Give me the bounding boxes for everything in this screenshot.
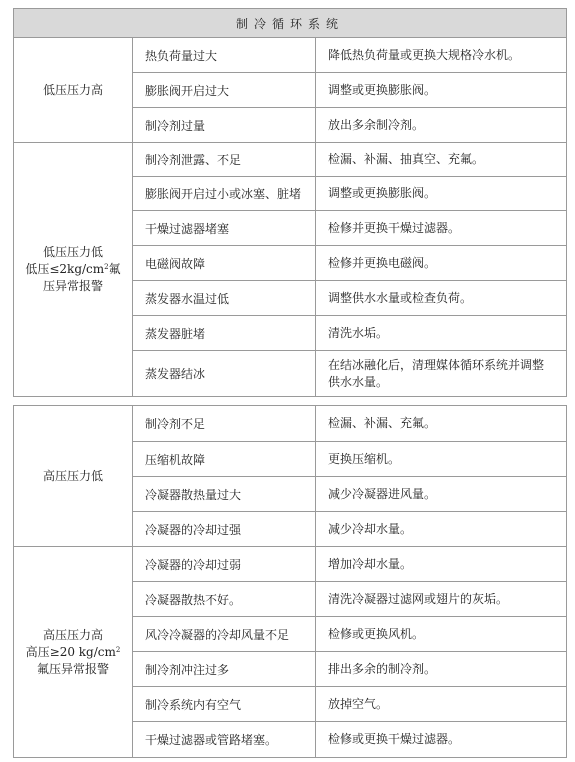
cause-cell: 制冷剂不足 (133, 406, 316, 442)
cause-cell: 冷凝器散热量过大 (133, 477, 316, 512)
cause-cell: 制冷剂泄露、不足 (133, 143, 316, 177)
remedy-cell: 增加冷却水量。 (316, 547, 567, 582)
cause-cell: 干燥过滤器或管路堵塞。 (133, 722, 316, 758)
cause-cell: 冷凝器的冷却过强 (133, 512, 316, 547)
cause-cell: 热负荷量过大 (133, 38, 316, 73)
remedy-cell: 更换压缩机。 (316, 442, 567, 477)
table-row (14, 547, 567, 582)
remedy-cell: 检漏、补漏、充氟。 (316, 406, 567, 442)
refrigeration-troubleshooting-table-1 (13, 8, 567, 397)
group-label-high-pressure-high (14, 547, 133, 758)
group-label-line: 氟压异常报警 (36, 661, 109, 676)
cause-cell: 膨胀阀开启过大 (133, 73, 316, 108)
remedy-cell: 检修并更换电磁阀。 (316, 246, 567, 281)
group-label-line: 高压压力高 (42, 627, 103, 642)
table-header: 制冷循环系统 (14, 9, 567, 38)
group-label-low-pressure-low (14, 143, 133, 397)
remedy-cell: 检漏、补漏、抽真空、充氟。 (316, 143, 567, 177)
remedy-cell: 检修或更换干燥过滤器。 (316, 722, 567, 758)
cause-cell: 制冷剂过量 (133, 108, 316, 143)
remedy-cell: 清洗水垢。 (316, 316, 567, 351)
group-label-line: 高压≥20 $kg/cm^2$ (25, 644, 121, 659)
cause-cell: 风冷冷凝器的冷却风量不足 (133, 617, 316, 652)
remedy-cell: 减少冷却水量。 (316, 512, 567, 547)
refrigeration-troubleshooting-table-2 (13, 405, 567, 758)
superscript: 2 (115, 645, 121, 654)
remedy-cell: 清洗冷凝器过滤网或翅片的灰垢。 (316, 582, 567, 617)
remedy-cell: 调整供水水量或检查负荷。 (316, 281, 567, 316)
remedy-cell: 检修或更换风机。 (316, 617, 567, 652)
table-row (14, 38, 567, 73)
cause-cell: 膨胀阀开启过小或冰塞、脏堵 (133, 177, 316, 211)
remedy-cell: 减少冷凝器进风量。 (316, 477, 567, 512)
remedy-cell: 排出多余的制冷剂。 (316, 652, 567, 687)
superscript: 2 (104, 263, 109, 271)
remedy-cell: 在结冰融化后，清理媒体循环系统并调整供水水量。 (316, 351, 567, 397)
remedy-cell: 调整或更换膨胀阀。 (316, 177, 567, 211)
remedy-cell: 调整或更换膨胀阀。 (316, 73, 567, 108)
table-row (14, 143, 567, 177)
group-label-high-pressure-low: 高压压力低 (14, 406, 133, 547)
cause-cell: 冷凝器的冷却过弱 (133, 547, 316, 582)
cause-cell: 蒸发器脏堵 (133, 316, 316, 351)
cause-cell: 冷凝器散热不好。 (133, 582, 316, 617)
group-label-line: 低压$\le 2kg/cm^2$氟 (25, 262, 121, 276)
cause-cell: 电磁阀故障 (133, 246, 316, 281)
cause-cell: 压缩机故障 (133, 442, 316, 477)
table-row (14, 406, 567, 442)
remedy-cell: 降低热负荷量或更换大规格冷水机。 (316, 38, 567, 73)
group-label-line: 低压压力低 (42, 245, 103, 259)
cause-cell: 制冷系统内有空气 (133, 687, 316, 722)
group-label-low-pressure-high: 低压压力高 (14, 38, 133, 143)
cause-cell: 蒸发器水温过低 (133, 281, 316, 316)
cause-cell: 蒸发器结冰 (133, 351, 316, 397)
cause-cell: 干燥过滤器堵塞 (133, 211, 316, 246)
remedy-cell: 放掉空气。 (316, 687, 567, 722)
group-label-line: 压异常报警 (42, 279, 103, 293)
remedy-cell: 放出多余制冷剂。 (316, 108, 567, 143)
remedy-cell: 检修并更换干燥过滤器。 (316, 211, 567, 246)
cause-cell: 制冷剂冲注过多 (133, 652, 316, 687)
